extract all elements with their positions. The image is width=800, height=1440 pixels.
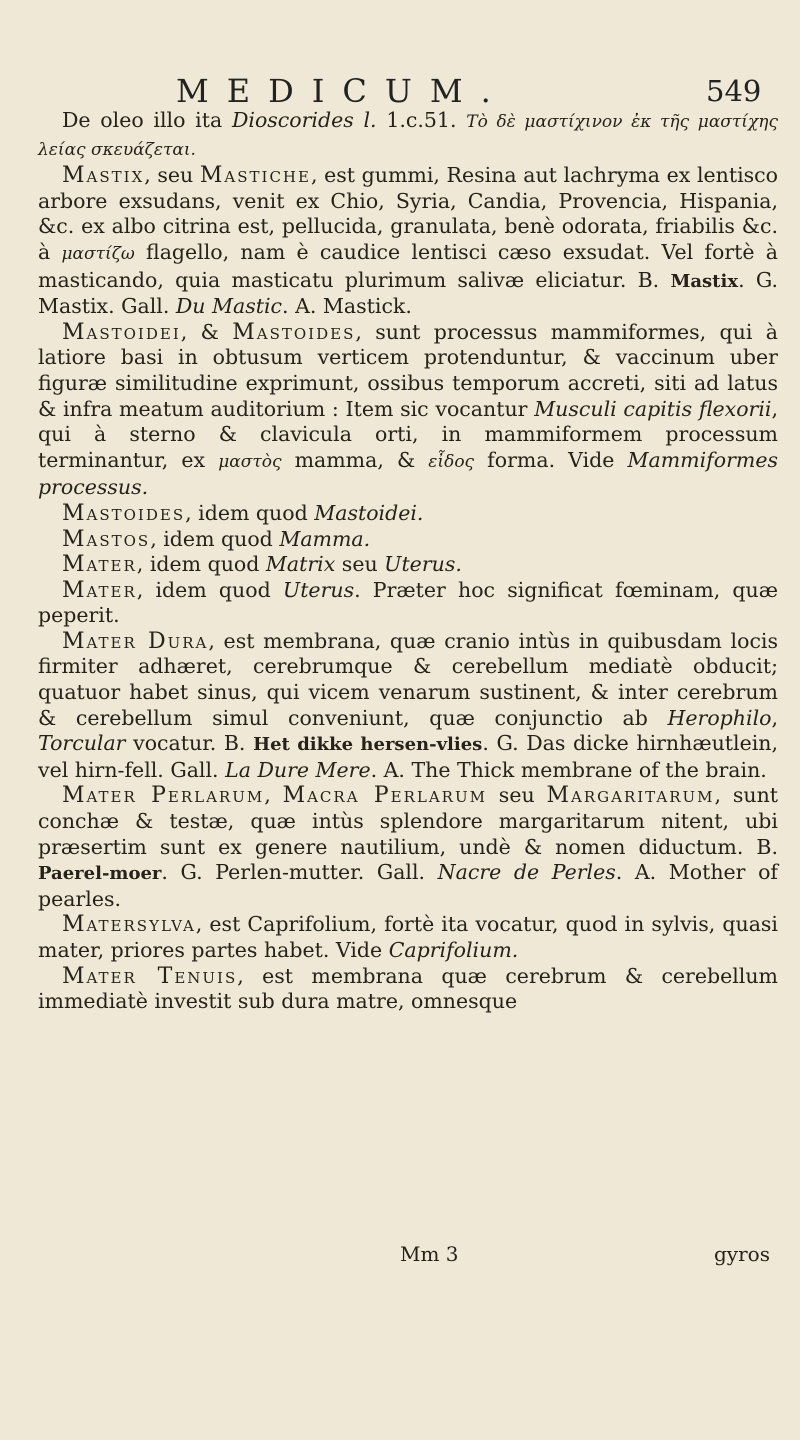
running-title: MEDICUM. bbox=[176, 72, 509, 110]
blackletter-term: Het dikke hersen-vlies bbox=[253, 734, 483, 756]
blackletter-term: Paerel-moer bbox=[38, 863, 162, 885]
headword: Mastoides bbox=[232, 319, 356, 345]
entry-text: , est membrana quæ cerebrum & cerebellum immediatè investit sub dura matre, omnesque bbox=[38, 963, 778, 1014]
italic-term: Mammiformes processus. bbox=[38, 447, 778, 500]
headword: Mastoides bbox=[62, 500, 186, 526]
italic-term: La Dure Mere bbox=[225, 757, 371, 782]
dictionary-entry bbox=[38, 501, 778, 527]
entries-text bbox=[38, 108, 778, 1015]
entry-text: , bbox=[264, 783, 283, 808]
headword: Mater Tenuis bbox=[62, 963, 238, 989]
italic-term: Mastoidei. bbox=[314, 500, 424, 525]
italic-term: Uterus bbox=[282, 577, 355, 602]
italic-term: Musculi capitis flexorii bbox=[534, 396, 772, 421]
dictionary-entry bbox=[38, 320, 778, 501]
page-footer bbox=[0, 1242, 800, 1272]
entry-text: seu bbox=[486, 783, 547, 808]
entry-text: , idem quod bbox=[136, 552, 266, 577]
italic-term: Herophilo bbox=[667, 705, 772, 730]
dictionary-entry bbox=[38, 578, 778, 629]
headword: Mater Perlarum bbox=[62, 783, 265, 809]
entry-text: , & bbox=[180, 319, 233, 344]
headword: Mastix bbox=[62, 163, 145, 189]
entry-text: seu bbox=[335, 552, 385, 577]
entry-text: , idem quod bbox=[136, 577, 283, 602]
entry-text: . Præter hoc significat fœminam, quæ peperit. bbox=[38, 577, 778, 628]
dictionary-entry bbox=[38, 964, 778, 1015]
italic-term: Du Mastic bbox=[175, 294, 283, 319]
entry-text: , bbox=[771, 705, 778, 730]
dictionary-entry bbox=[38, 527, 778, 553]
dictionary-entry bbox=[38, 552, 778, 578]
entry-text: . G. Das dicke hirnhæutlein, vel hirn-fell. Gall. bbox=[38, 731, 779, 782]
page-header bbox=[0, 72, 800, 112]
headword: Mastos bbox=[62, 526, 151, 552]
entry-text: , sunt conchæ & testæ, quæ intùs splendore margaritarum nitent, ubi præsertim sunt ex genere nautilium, undè & nomen diductum. B. bbox=[38, 783, 779, 859]
italic-term: Torcular bbox=[38, 731, 126, 756]
greek-text: μαστίζω bbox=[61, 243, 135, 264]
entry-text: . G. Mastix. Gall. bbox=[38, 267, 778, 319]
headword: Mastiche bbox=[199, 163, 311, 189]
entry-text: , est Caprifolium, fortè ita vocatur, quod in sylvis, quasi mater, priores partes habet. Vide bbox=[38, 912, 778, 962]
entry-text: flagello, nam è caudice lentisci cæso exsudat. Vel fortè à masticando, quia masticatu plurimum salivæ eliciatur. B. bbox=[38, 239, 778, 292]
entry-text: . A. The Thick membrane of the brain. bbox=[370, 757, 767, 782]
headword: Margaritarum bbox=[546, 783, 715, 809]
entry-text: , est membrana, quæ cranio intùs in quibusdam locis firmiter adhæret, cerebrumque & cerebellum mediatè obducit; quatuor habet sinus, qui vicem venarum sustinent, & inter cerebrum & cerebellum simul conveniunt, quæ conjunctio ab bbox=[38, 628, 778, 730]
entry-text: vocatur. B. bbox=[125, 731, 254, 756]
headword: Mastoidei bbox=[62, 319, 181, 345]
entry-text: . G. Perlen-mutter. Gall. bbox=[161, 860, 438, 885]
dictionary-entry bbox=[38, 629, 778, 784]
entry-text: mamma, & bbox=[281, 447, 429, 472]
italic-term: Dioscorides l. bbox=[231, 108, 377, 132]
dictionary-entry bbox=[38, 783, 778, 912]
greek-text: εἶδος bbox=[428, 451, 475, 472]
catchword: gyros bbox=[714, 1242, 770, 1266]
page-number: 549 bbox=[706, 74, 762, 108]
italic-term: Mamma. bbox=[279, 526, 371, 551]
entry-text: forma. Vide bbox=[474, 447, 628, 472]
dictionary-entry bbox=[38, 912, 778, 963]
entry-text: , idem quod bbox=[185, 500, 315, 525]
italic-term: Nacre de Perles bbox=[437, 860, 616, 885]
entry-text: , qui à sterno & clavicula orti, in mammiformem processum terminantur, ex bbox=[38, 396, 778, 472]
entry-text: 1.c.51. bbox=[376, 108, 467, 132]
entry-text: , sunt processus mammiformes, qui à latiore basi in obtusum verticem protenduntur, & vaccinum uber figuræ similitudine exprimunt, ossibus temporum accreti, siti ad latus & infra meatum auditorium : Item sic vocantur bbox=[38, 319, 778, 421]
entry-text: De oleo illo ita bbox=[62, 108, 232, 132]
entry-text: . A. Mother of pearles. bbox=[38, 860, 778, 911]
greek-text: Τὸ δὲ μαστίχινον ἐκ τῆς μαστίχης λείας σκευάζεται. bbox=[38, 112, 778, 160]
headword: Mater bbox=[62, 552, 137, 578]
entry-text: , est gummi, Resina aut lachryma ex lentisco arbore exsudans, venit ex Chio, Syria, Candia, Provencia, Hispania, &c. ex albo citrina est, pellucida, granulata, benè odorata, friabilis &c. à bbox=[38, 163, 779, 264]
signature-mark: Mm 3 bbox=[400, 1242, 459, 1266]
greek-text: μαστὸς bbox=[218, 451, 282, 472]
entry-text: , idem quod bbox=[150, 526, 280, 551]
headword: Mater Dura bbox=[62, 628, 209, 654]
entry-text: . A. Mastick. bbox=[282, 294, 412, 319]
italic-term: Caprifolium. bbox=[388, 938, 519, 962]
italic-term: Uterus. bbox=[384, 552, 462, 577]
headword: Macra Perlarum bbox=[282, 783, 487, 809]
italic-term: Matrix bbox=[265, 552, 336, 577]
blackletter-term: Mastix bbox=[670, 270, 739, 292]
headword: Matersylva bbox=[62, 912, 196, 938]
headword: Mater bbox=[62, 577, 137, 603]
dictionary-entry bbox=[38, 163, 778, 320]
entry-text: , seu bbox=[144, 163, 200, 188]
dictionary-entry bbox=[38, 108, 778, 163]
